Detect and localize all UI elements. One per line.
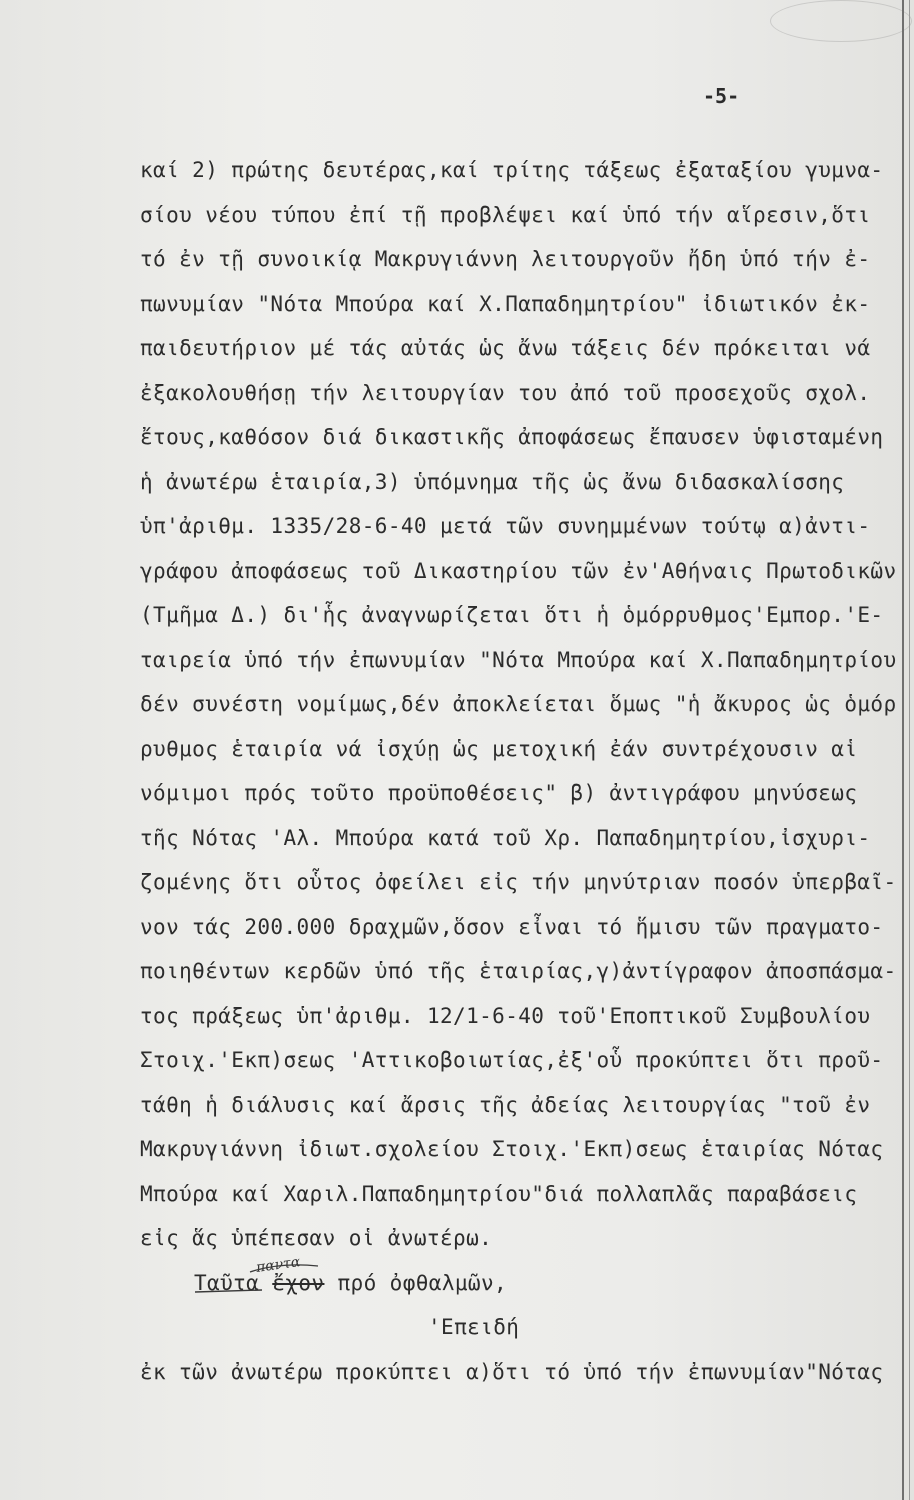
text-line: ζομένης ὅτι οὗτος ὀφείλει εἰς τήν μηνύτριαν ποσόν ὑπερβαῖ- (140, 870, 897, 894)
text-line: ρυθμος ἑταιρία νά ἰσχύῃ ὡς μετοχική ἐάν συντρέχουσιν αἱ (140, 736, 858, 761)
text-line: τό ἐν τῇ συνοικίᾳ Μακρυγιάννη λειτουργοῦν ἤδη ὑπό τήν ἐ- (140, 247, 871, 271)
closing-line-3: ἐκ τῶν ἀνωτέρω προκύπτει α)ὅτι τό ὑπό τήν ἐπωνυμίαν"Νότας (140, 1359, 884, 1384)
text-line: καί 2) πρώτης δευτέρας,καί τρίτης τάξεως ἐξαταξίου γυμνα- (140, 158, 884, 182)
text-line: παιδευτήριον μέ τάς αὐτάς ὡς ἄνω τάξεις δέν πρόκειται νά (140, 336, 871, 360)
closing-prefix: Ταῦτα (194, 1270, 273, 1295)
closing-line-2: 'Επειδή (428, 1315, 520, 1339)
text-line: ἐξακολουθήσῃ τήν λειτουργίαν του ἀπό τοῦ προσεχοῦς σχολ. (140, 380, 871, 405)
text-line: τῆς Νότας 'Αλ. Μπούρα κατά τοῦ Χρ. Παπαδημητρίου,ἰσχυρι- (140, 825, 871, 850)
closing-line-1 (140, 1261, 900, 1306)
handwritten-insert: παντα (255, 1253, 302, 1277)
text-line: δέν συνέστη νομίμως,δέν ἀποκλείεται ὅμως "ἡ ἄκυρος ὡς ὁμόρ (140, 692, 897, 716)
text-line: ταιρεία ὑπό τήν ἐπωνυμίαν "Νότα Μπούρα καί Χ.Παπαδημητρίου (140, 647, 897, 672)
page-edge-line (902, 0, 904, 1500)
text-line: Στοιχ.'Εκπ)σεως 'Αττικοβοιωτίας,ἐξ'οὗ προκύπτει ὅτι προῦ- (140, 1048, 884, 1072)
typed-body-text (140, 148, 900, 1394)
page-edge-line-secondary (909, 0, 910, 1500)
text-line: (Τμῆμα Δ.) δι'ἧς ἀναγνωρίζεται ὅτι ἡ ὁμόρρυθμος'Εμπορ.'Ε- (140, 603, 884, 627)
text-line: ἔτους,καθόσον διά δικαστικῆς ἀποφάσεως ἔπαυσεν ὑφισταμένη (140, 425, 884, 449)
text-line: σίου νέου τύπου ἐπί τῇ προβλέψει καί ὑπό τήν αἵρεσιν,ὅτι (140, 202, 871, 227)
text-line: νόμιμοι πρός τοῦτο προϋποθέσεις" β) ἀντιγράφου μηνύσεως (140, 781, 858, 805)
page-number: -5- (703, 84, 740, 108)
paper-stain (770, 0, 912, 42)
text-line: πωνυμίαν "Νότα Μπούρα καί Χ.Παπαδημητρίου" ἰδιωτικόν ἐκ- (140, 291, 871, 316)
text-line: γράφου ἀποφάσεως τοῦ Δικαστηρίου τῶν ἐν'Αθήναις Πρωτοδικῶν (140, 558, 897, 583)
text-line: τάθη ἡ διάλυσις καί ἄρσις τῆς ἀδείας λειτουργίας "τοῦ ἐν (140, 1092, 871, 1117)
text-line: Μπούρα καί Χαριλ.Παπαδημητρίου"διά πολλαπλᾶς παραβάσεις (140, 1181, 858, 1206)
text-line: ὑπ'ἀριθμ. 1335/28-6-40 μετά τῶν συνημμένων τούτῳ α)ἀντι- (140, 514, 871, 538)
struck-word: ἔχον (272, 1270, 325, 1295)
text-line: Μακρυγιάννη ἰδιωτ.σχολείου Στοιχ.'Εκπ)σεως ἑταιρίας Νότας (140, 1137, 884, 1161)
text-line: τος πράξεως ὑπ'ἀριθμ. 12/1-6-40 τοῦ'Εποπτικοῦ Συμβουλίου (140, 1003, 871, 1028)
text-line: εἰς ἅς ὑπέπεσαν οἱ ἀνωτέρω. (140, 1226, 493, 1250)
text-line: ἡ ἀνωτέρω ἑταιρία,3) ὑπόμνημα τῆς ὡς ἄνω διδασκαλίσσης (140, 469, 845, 494)
text-line: νον τάς 200.000 δραχμῶν,ὅσον εἶναι τό ἥμισυ τῶν πραγματο- (140, 914, 884, 939)
closing-suffix: πρό ὀφθαλμῶν, (324, 1270, 508, 1295)
text-line: ποιηθέντων κερδῶν ὑπό τῆς ἑταιρίας,γ)ἀντίγραφον ἀποσπάσμα- (140, 959, 897, 983)
